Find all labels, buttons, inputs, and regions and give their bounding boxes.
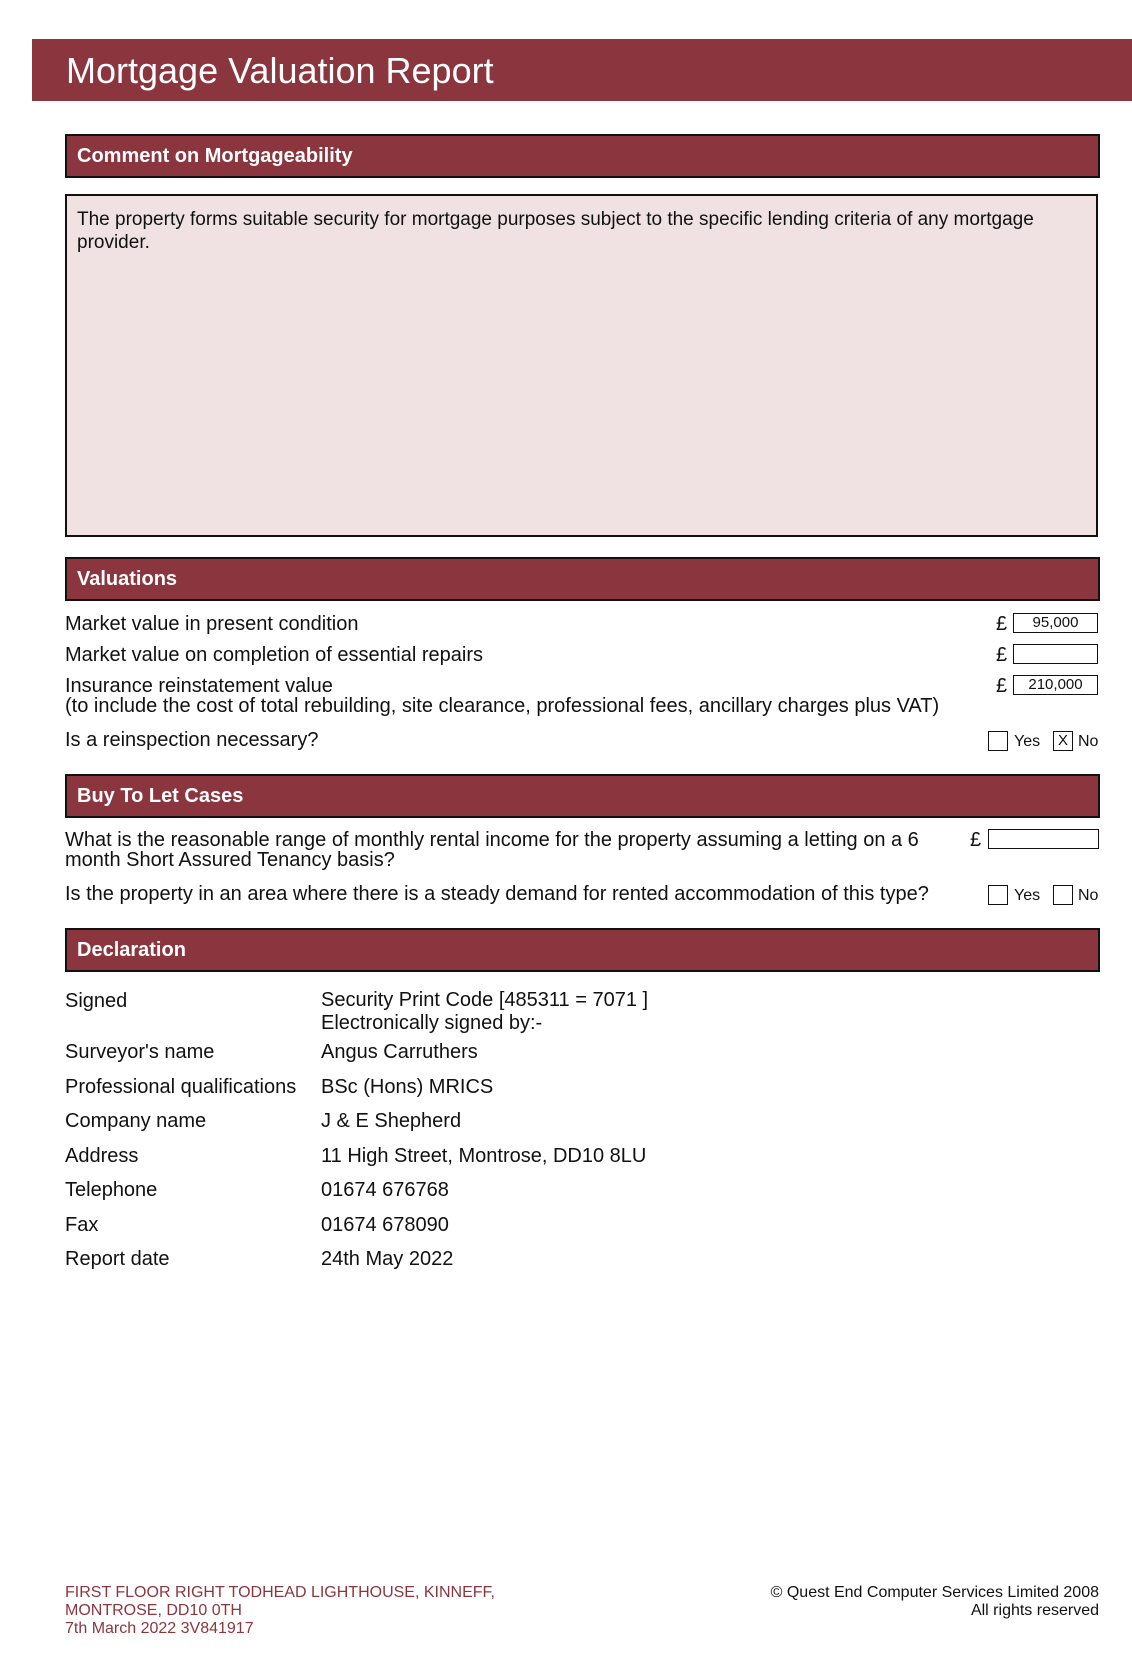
section-valuations-title: Valuations	[77, 568, 178, 590]
currency-symbol: £	[996, 675, 1008, 697]
company-value: J & E Shepherd	[321, 1110, 462, 1132]
rental-income-field[interactable]	[988, 829, 1099, 849]
fax-value: 01674 678090	[321, 1214, 449, 1236]
signed-electronic-note: Electronically signed by:-	[321, 1012, 543, 1034]
report-title: Mortgage Valuation Report	[66, 50, 494, 91]
insurance-value-field[interactable]: 210,000	[1013, 675, 1098, 695]
signed-label: Signed	[65, 990, 128, 1012]
rental-demand-label: Is the property in an area where there is a steady demand for rented accommodation of this type?	[65, 883, 929, 905]
market-value-field[interactable]: 95,000	[1013, 613, 1098, 633]
telephone-label: Telephone	[65, 1179, 158, 1201]
address-value: 11 High Street, Montrose, DD10 8LU	[321, 1145, 647, 1167]
footer-copyright	[771, 1584, 1099, 1620]
demand-no-checkbox[interactable]	[1053, 885, 1073, 905]
footer-copyright-line2: All rights reserved	[970, 1602, 1099, 1619]
repairs-value-label: Market value on completion of essential repairs	[65, 644, 483, 666]
section-mortgageability-title: Comment on Mortgageability	[77, 145, 353, 167]
demand-yes-label: Yes	[1014, 887, 1041, 904]
rental-income-label-cont: month Short Assured Tenancy basis?	[65, 849, 395, 871]
currency-symbol: £	[996, 644, 1008, 666]
qualifications-label: Professional qualifications	[65, 1076, 297, 1098]
fax-label: Fax	[65, 1214, 99, 1236]
insurance-value-note: (to include the cost of total rebuilding, site clearance, professional fees, ancillary charges plus VAT)	[65, 695, 940, 717]
reinspection-yes-label: Yes	[1014, 733, 1041, 750]
company-label: Company name	[65, 1110, 207, 1132]
currency-symbol: £	[996, 613, 1008, 635]
footer-reference: 7th March 2022 3V841917	[65, 1620, 254, 1637]
section-buy-to-let	[65, 774, 1100, 818]
section-declaration	[65, 928, 1100, 972]
reinspection-label: Is a reinspection necessary?	[65, 729, 319, 751]
reinspection-no-checkbox[interactable]: X	[1053, 731, 1073, 751]
address-label: Address	[65, 1145, 139, 1167]
section-mortgageability	[65, 134, 1100, 178]
footer-address-line2: MONTROSE, DD10 0TH	[65, 1602, 242, 1619]
repairs-value-field[interactable]	[1013, 644, 1098, 664]
telephone-value: 01674 676768	[321, 1179, 449, 1201]
currency-symbol: £	[970, 829, 982, 851]
report-date-label: Report date	[65, 1248, 170, 1270]
qualifications-value: BSc (Hons) MRICS	[321, 1076, 494, 1098]
footer-property-address	[65, 1584, 495, 1638]
mortgageability-comment: The property forms suitable security for mortgage purposes subject to the specific lending criteria of any mortgage provider.	[65, 194, 1098, 537]
footer-address-line1: FIRST FLOOR RIGHT TODHEAD LIGHTHOUSE, KINNEFF,	[65, 1584, 495, 1601]
rental-income-label: What is the reasonable range of monthly rental income for the property assuming a letting on a 6	[65, 829, 919, 851]
reinspection-no-label: No	[1078, 733, 1099, 750]
surveyor-value: Angus Carruthers	[321, 1041, 478, 1063]
demand-yes-checkbox[interactable]	[988, 885, 1008, 905]
market-value-label: Market value in present condition	[65, 613, 359, 635]
demand-no-label: No	[1078, 887, 1099, 904]
report-title-bar	[32, 39, 1132, 101]
reinspection-yes-checkbox[interactable]	[988, 731, 1008, 751]
section-valuations	[65, 557, 1100, 601]
section-declaration-title: Declaration	[77, 939, 186, 961]
section-buy-to-let-title: Buy To Let Cases	[77, 785, 244, 807]
footer-copyright-line1: © Quest End Computer Services Limited 2008	[770, 1584, 1099, 1601]
insurance-value-label: Insurance reinstatement value	[65, 675, 333, 697]
report-date-value: 24th May 2022	[321, 1248, 454, 1270]
signed-security-code: Security Print Code [485311 = 7071 ]	[321, 989, 649, 1011]
surveyor-label: Surveyor's name	[65, 1041, 215, 1063]
